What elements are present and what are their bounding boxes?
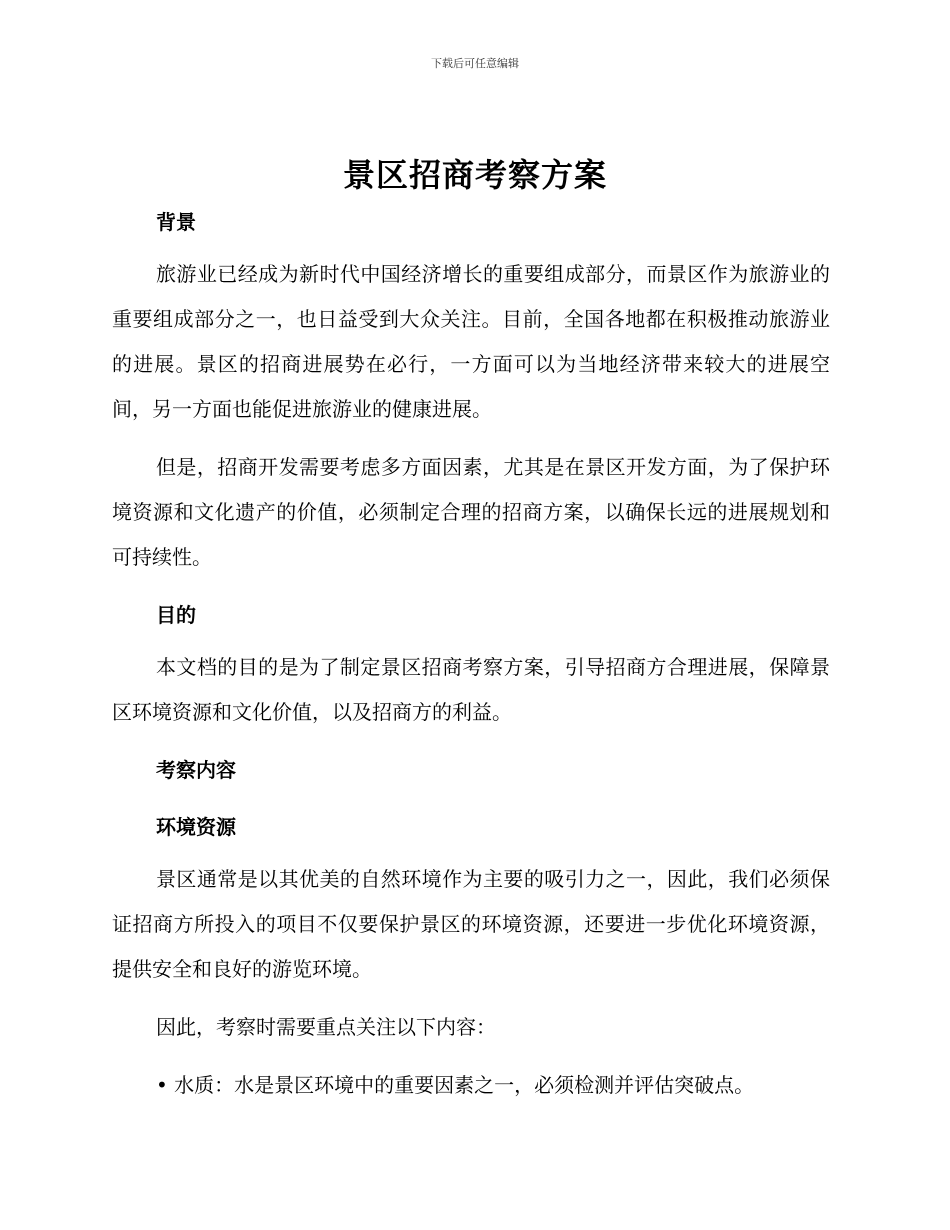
paragraph-environment-2: 因此，考察时需要重点关注以下内容：	[156, 1015, 496, 1039]
section-heading-background: 背景	[156, 210, 196, 234]
section-heading-environment: 环境资源	[156, 815, 236, 839]
paragraph-background-2: 但是，招商开发需要考虑多方面因素，尤其是在景区开发方面，为了保护环境资源和文化遗产的价值，必须制定合理的招商方案，以确保长远的进展规划和可持续性。	[112, 455, 830, 569]
section-heading-inspection: 考察内容	[156, 758, 236, 782]
paragraph-environment-1: 景区通常是以其优美的自然环境作为主要的吸引力之一，因此，我们必须保证招商方所投入的项目不仅要保护景区的环境资源，还要进一步优化环境资源，提供安全和良好的游览环境。	[112, 867, 830, 981]
list-item-water-quality: • 水质：水是景区环境中的重要因素之一，必须检测并评估突破点。	[156, 1073, 755, 1097]
paragraph-background-1: 旅游业已经成为新时代中国经济增长的重要组成部分，而景区作为旅游业的重要组成部分之一，也日益受到大众关注。目前，全国各地都在积极推动旅游业的进展。景区的招商进展势在必行，一方面可以为当地经济带来较大的进展空间，另一方面也能促进旅游业的健康进展。	[112, 262, 830, 421]
document-title: 景区招商考察方案	[342, 156, 607, 194]
header-note: 下载后可任意编辑	[431, 57, 519, 70]
section-heading-purpose: 目的	[156, 603, 196, 627]
document-body	[112, 200, 830, 1108]
paragraph-purpose-1: 本文档的目的是为了制定景区招商考察方案，引导招商方合理进展，保障景区环境资源和文化价值，以及招商方的利益。	[112, 655, 830, 724]
